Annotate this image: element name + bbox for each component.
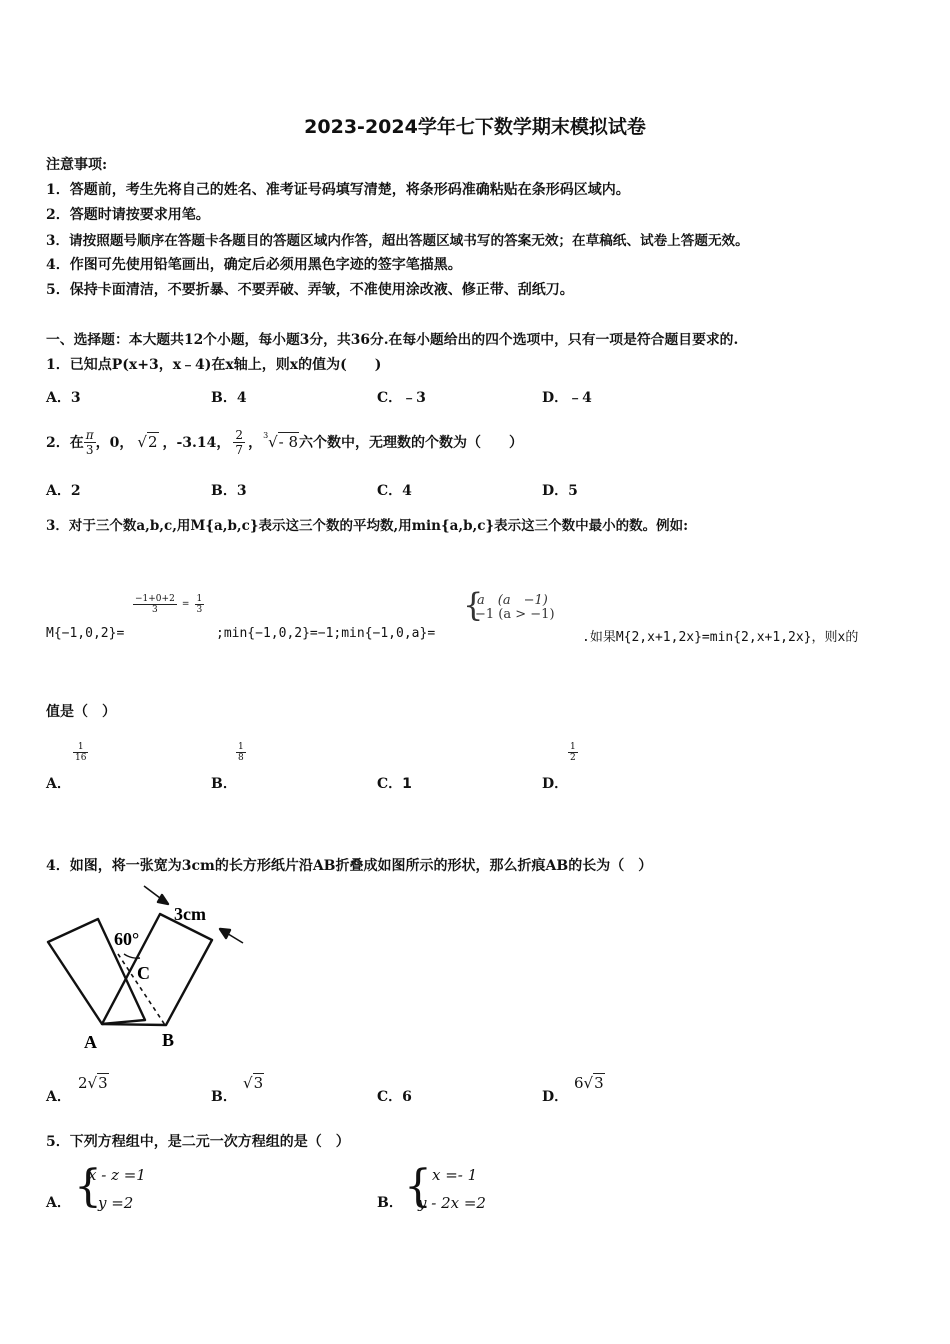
note-item-1: 1．答题前，考生先将自己的姓名、准考证号码填写清楚，将条形码准确粘贴在条形码区域内。 xyxy=(46,182,630,198)
q2-pi-num: π xyxy=(85,427,94,442)
section-heading: 一、选择题：本大题共12个小题，每小题3分，共36分.在每小题给出的四个选项中，只有一项是符合题目要求的. xyxy=(46,332,739,348)
q2-suffix: 六个数中，无理数的个数为（ ） xyxy=(299,435,524,451)
q2-frac-den: 7 xyxy=(235,442,244,457)
q4-option-d-label: D． xyxy=(542,1089,569,1105)
q4-option-a-coef: 2 xyxy=(78,1074,88,1092)
q3-m-result-num: 1 xyxy=(196,594,203,604)
q2-cbrt-radicand: - 8 xyxy=(278,433,299,451)
note-item-3: 3．请按照题号顺序在答题卡各题目的答题区域内作答，超出答题区域书写的答案无效；在草稿纸、试卷上答题无效。 xyxy=(46,233,749,249)
q2-option-b: B．3 xyxy=(211,483,247,499)
q2-option-d: D．5 xyxy=(542,483,578,499)
q4-option-d-coef: 6 xyxy=(574,1074,584,1092)
q2-cbrt-index: 3 xyxy=(263,431,269,440)
q3-piece-2: −1 (a > −1) xyxy=(475,607,555,622)
q3-option-a-den: 16 xyxy=(75,753,87,763)
q3-option-d-num: 1 xyxy=(570,742,576,752)
q2-sqrt2-radicand: 2 xyxy=(147,433,158,451)
note-item-4: 4．作图可先使用铅笔画出，确定后必须用黑色字迹的签字笔描黑。 xyxy=(46,257,462,273)
q3-option-a-num: 1 xyxy=(73,742,88,753)
q3-option-d-label: D． xyxy=(542,776,569,792)
q4-option-a-label: A． xyxy=(46,1089,71,1105)
q3-option-c-value: 1 xyxy=(402,776,412,792)
q2-frac-num: 2 xyxy=(235,427,244,442)
q3-option-b-num: 1 xyxy=(238,742,244,752)
q4-arrow-left-head xyxy=(158,895,168,904)
q5-option-a-eq1: x - z =1 xyxy=(88,1166,146,1184)
q3-m-fraction xyxy=(133,594,177,615)
q2-prefix: 2．在 xyxy=(46,435,84,451)
q3-m-fraction-group xyxy=(133,594,204,615)
q2-cbrt: 3 √- 8 xyxy=(263,431,299,451)
q2-sqrt2: √2 xyxy=(137,433,158,451)
q3-option-b-fraction xyxy=(236,742,246,763)
q4-option-a-rad: 3 xyxy=(98,1074,108,1092)
q3-piecewise-brace: { xyxy=(463,586,484,624)
q2-pi-den: 3 xyxy=(85,442,94,457)
q3-min-example: ;min{−1,0,2}=−1;min{−1,0,a}= xyxy=(216,626,436,641)
q3-m-result xyxy=(195,594,205,615)
q3-m-frac-den: 3 xyxy=(152,605,158,615)
q3-option-c xyxy=(377,773,412,793)
q2-sep1: ，0， xyxy=(95,435,134,451)
q5-stem: 5．下列方程组中，是二元一次方程组的是（ ） xyxy=(46,1134,350,1150)
q4-option-d-rad: 3 xyxy=(594,1074,604,1092)
q4-option-d-value: 6√3 xyxy=(574,1074,604,1092)
q5-option-a-brace: { xyxy=(74,1161,102,1212)
q2-stem xyxy=(46,422,523,462)
q4-option-a-value: 2√3 xyxy=(78,1074,108,1092)
q2-sep2: ，-3.14， xyxy=(162,435,231,451)
q3-option-a-label: A． xyxy=(46,776,71,792)
q3-option-b-den: 8 xyxy=(238,753,244,763)
q4-folded-paper-figure xyxy=(40,882,255,1054)
q5-option-b-eq1: x =- 1 xyxy=(432,1166,478,1184)
q4-width-label: 3cm xyxy=(174,904,206,924)
q4-option-b-rad: 3 xyxy=(253,1074,264,1092)
q4-angle-label: 60° xyxy=(114,929,140,949)
q1-option-a: A．3 xyxy=(46,390,81,406)
q1-option-d: D．﹣4 xyxy=(542,390,592,406)
q4-option-c: C．6 xyxy=(377,1089,412,1105)
q3-tail: 值是（ ） xyxy=(46,704,116,720)
q3-option-c-label: C． xyxy=(377,776,403,792)
q3-condition: .如果M{2,x+1,2x}=min{2,x+1,2x}，则x的 xyxy=(582,630,859,645)
q5-option-b-brace: { xyxy=(404,1161,432,1212)
q3-m-eq: = xyxy=(181,599,190,610)
q5-option-a-label: A． xyxy=(46,1195,71,1211)
q4-option-b-value: √3 xyxy=(243,1074,264,1092)
note-item-5: 5．保持卡面清洁，不要折暴、不要弄破、弄皱，不准使用涂改液、修正带、刮纸刀。 xyxy=(46,282,574,298)
q4-point-a: A xyxy=(84,1032,97,1052)
q4-stem: 4．如图，将一张宽为3cm的长方形纸片沿AB折叠成如图所示的形状，那么折痕AB的长为（ ） xyxy=(46,858,653,874)
q3-option-b-label: B． xyxy=(211,776,237,792)
q4-option-b-label: B． xyxy=(211,1089,237,1105)
q5-option-a-eq2: y =2 xyxy=(98,1194,134,1212)
exam-title: 2023-2024学年七下数学期末模拟试卷 xyxy=(304,116,646,138)
q1-stem: 1．已知点P(x+3，x﹣4)在x轴上，则x的值为( ) xyxy=(46,357,382,373)
q3-m-example: M{−1,0,2}= xyxy=(46,626,125,641)
q4-point-b: B xyxy=(162,1030,175,1050)
q3-option-d-den: 2 xyxy=(570,753,576,763)
q2-pi-fraction xyxy=(84,428,96,457)
notes-heading: 注意事项: xyxy=(46,157,108,173)
q3-stem-text: 3．对于三个数a,b,c,用M{a,b,c}表示这三个数的平均数,用min{a,b,c}表示这三个数中最小的数。例如: xyxy=(46,518,689,534)
q4-arrow-right-head xyxy=(220,929,230,938)
q5-option-b-eq2: y - 2x =2 xyxy=(418,1194,486,1212)
note-item-2: 2．答题时请按要求用笔。 xyxy=(46,207,210,223)
q4-point-c: C xyxy=(137,963,150,983)
q2-sep3: ， xyxy=(248,435,263,451)
q5-option-b-label: B． xyxy=(377,1195,403,1211)
q1-option-c: C．﹣3 xyxy=(377,390,426,406)
q3-piece-1: a (a −1) xyxy=(477,593,548,608)
q3-option-a-fraction xyxy=(73,742,88,763)
q2-fraction xyxy=(233,428,245,457)
q3-m-frac-num: −1+0+2 xyxy=(135,594,175,604)
q3-option-d-fraction xyxy=(568,742,578,763)
q1-option-b: B．4 xyxy=(211,390,247,406)
q3-m-result-den: 3 xyxy=(196,605,203,615)
q2-option-c: C．4 xyxy=(377,483,412,499)
q2-option-a: A．2 xyxy=(46,483,81,499)
q3-stem xyxy=(46,514,688,534)
